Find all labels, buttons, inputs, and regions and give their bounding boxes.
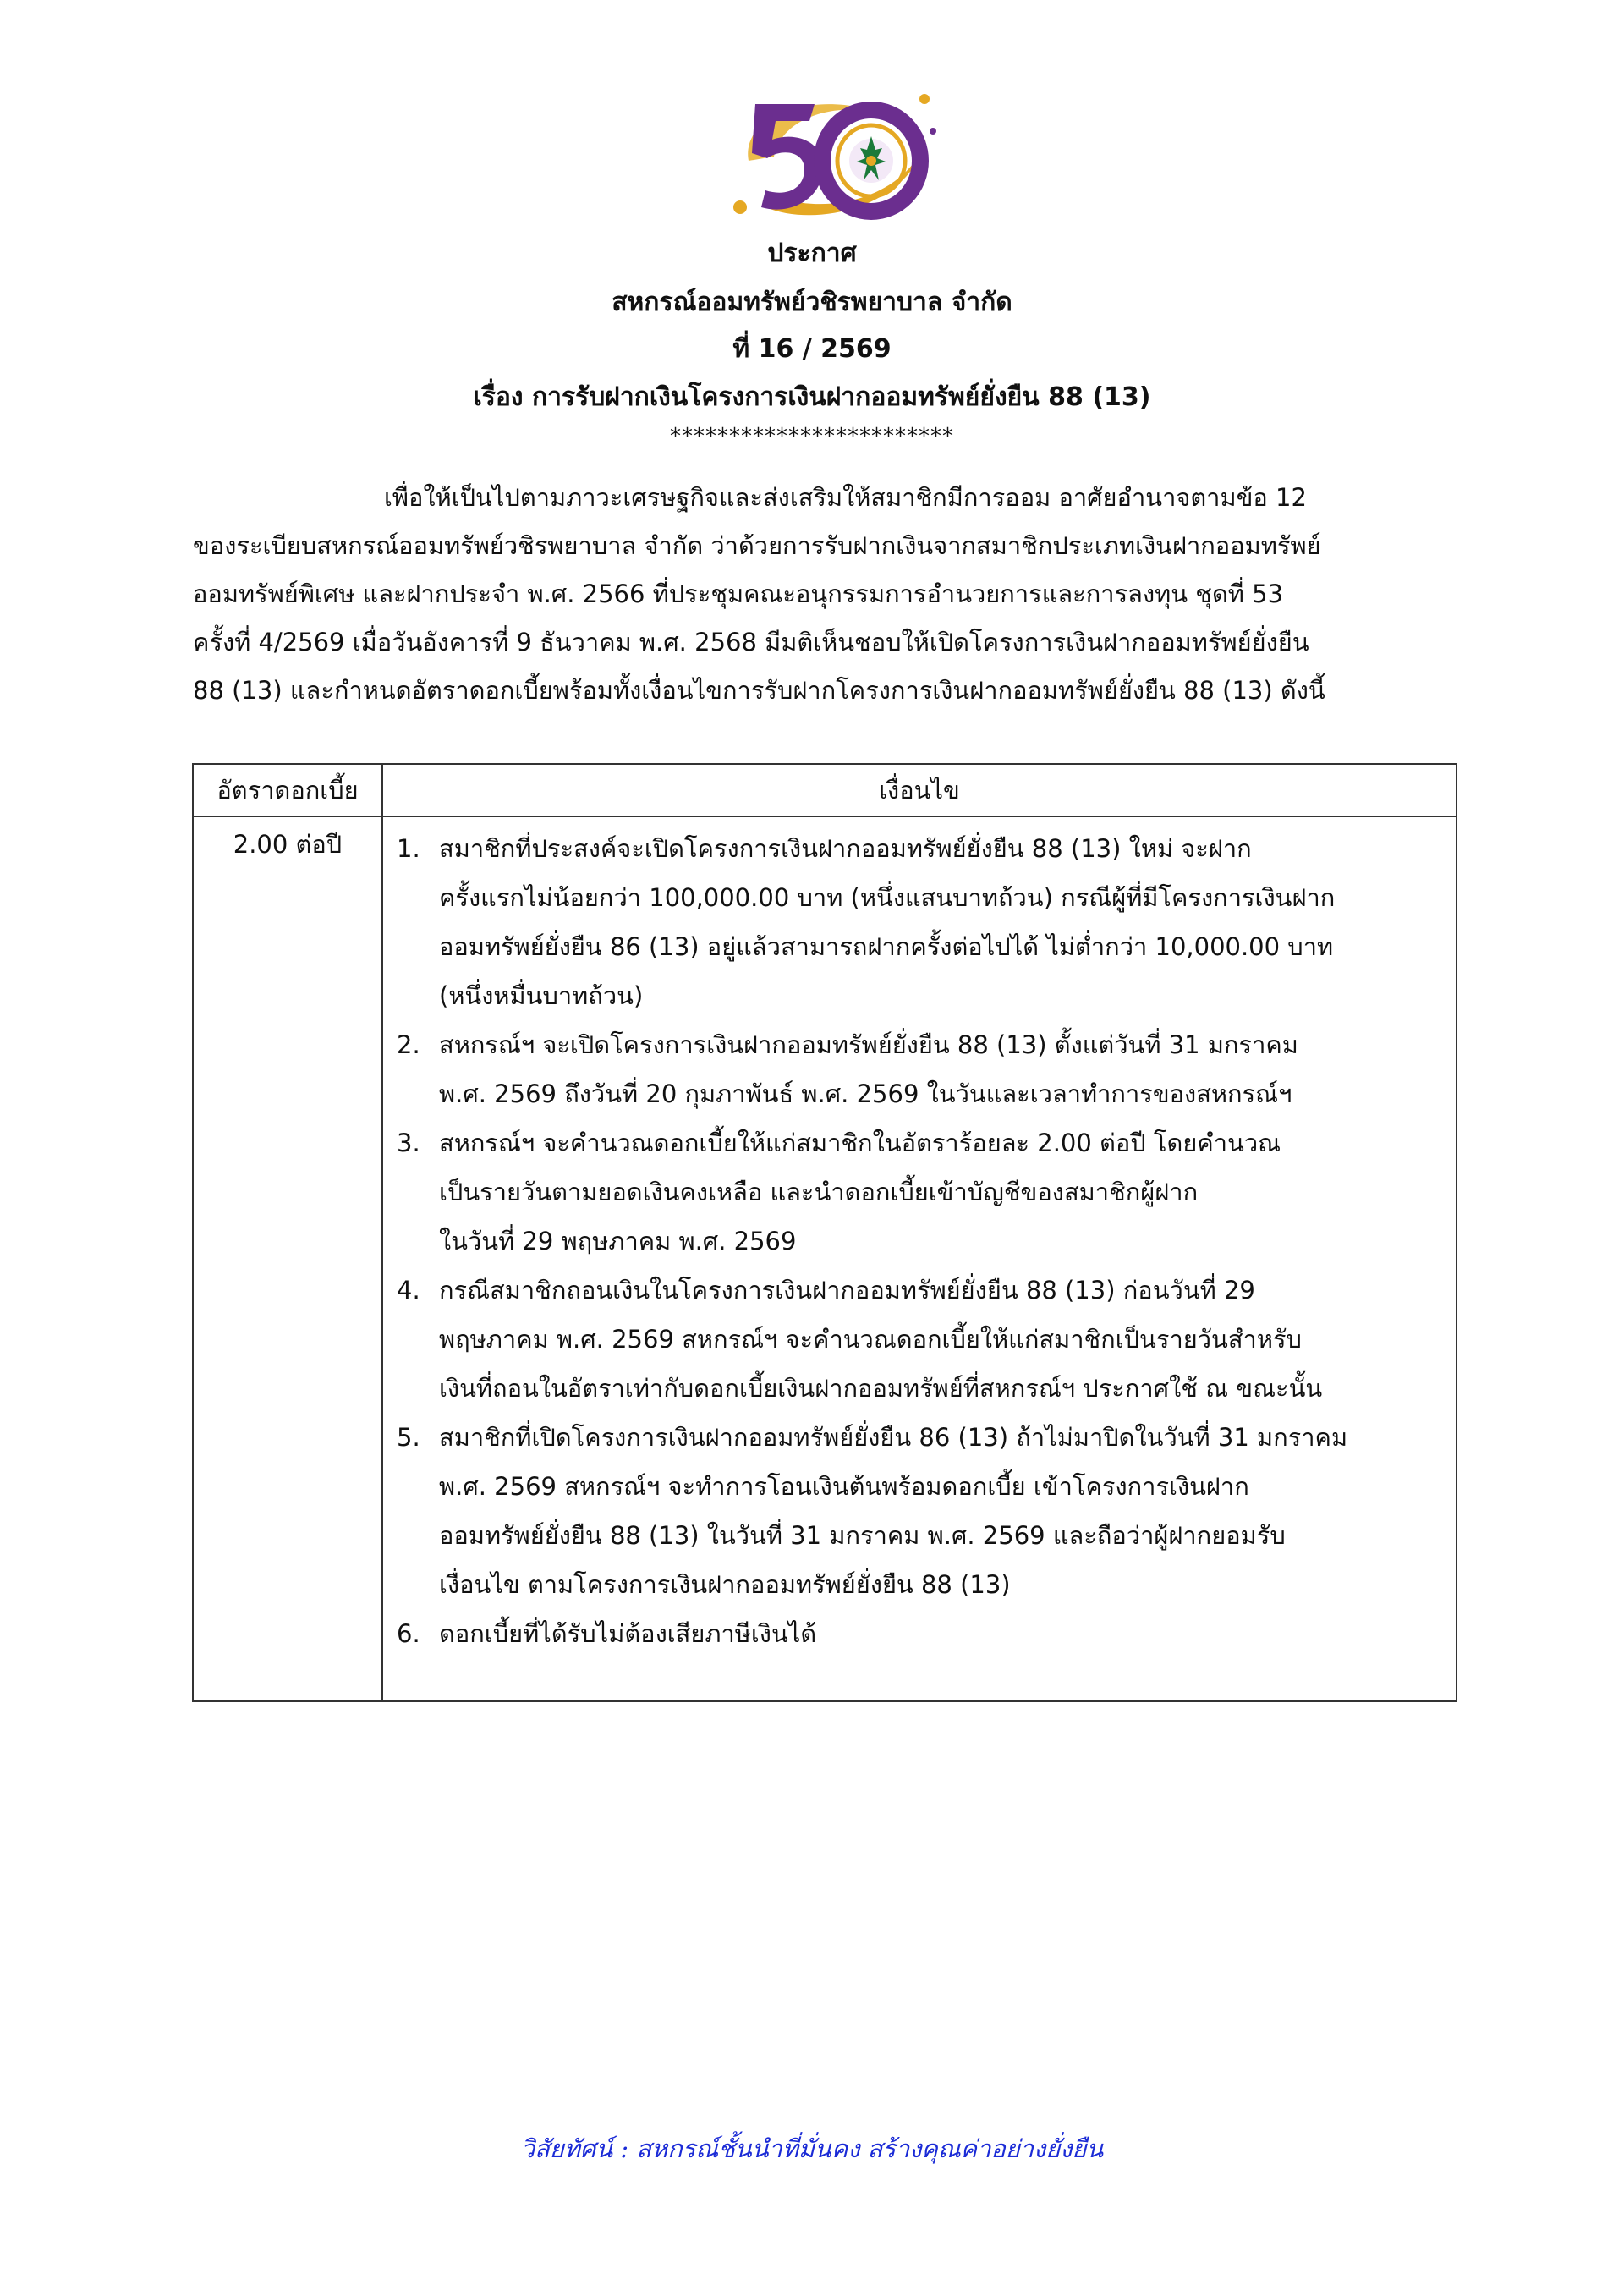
condition-line: สมาชิกที่เปิดโครงการเงินฝากออมทรัพย์ยั่งยืน 86 (13) ถ้าไม่มาปิดในวันที่ 31 มกราคม bbox=[439, 1423, 1348, 1452]
condition-line: ออมทรัพย์ยั่งยืน 86 (13) อยู่แล้วสามารถฝากครั้งต่อไปได้ ไม่ต่ำกว่า 10,000.00 บาท bbox=[439, 932, 1334, 961]
condition-item bbox=[397, 1266, 1446, 1413]
header-conditions: เงื่อนไข bbox=[879, 776, 960, 805]
vision-statement: วิสัยทัศน์ : สหกรณ์ชั้นนำที่มั่นคง สร้างคุณค่าอย่างยั่งยืน bbox=[520, 2134, 1104, 2163]
intro-line: ของระเบียบสหกรณ์ออมทรัพย์วชิรพยาบาล จำกัด ว่าด้วยการรับฝากเงินจากสมาชิกประเภทเงินฝากออมทรัพย์ bbox=[193, 531, 1321, 560]
announcement-number: ที่ 16 / 2569 bbox=[732, 334, 892, 364]
condition-number: 2. bbox=[397, 1030, 420, 1059]
condition-line: สหกรณ์ฯ จะคำนวณดอกเบี้ยให้แก่สมาชิกในอัตราร้อยละ 2.00 ต่อปี โดยคำนวณ bbox=[439, 1129, 1281, 1157]
condition-line: ในวันที่ 29 พฤษภาคม พ.ศ. 2569 bbox=[439, 1227, 797, 1255]
condition-number: 6. bbox=[397, 1619, 420, 1648]
separator-stars: ************************ bbox=[670, 424, 954, 449]
condition-line: ออมทรัพย์ยั่งยืน 88 (13) ในวันที่ 31 มกราคม พ.ศ. 2569 และถือว่าผู้ฝากยอมรับ bbox=[439, 1521, 1286, 1550]
condition-item bbox=[397, 1118, 1446, 1266]
condition-item bbox=[397, 824, 1446, 1020]
anniversary-logo bbox=[715, 80, 947, 224]
condition-number: 1. bbox=[397, 834, 420, 863]
condition-line: สหกรณ์ฯ จะเปิดโครงการเงินฝากออมทรัพย์ยั่งยืน 88 (13) ตั้งแต่วันที่ 31 มกราคม bbox=[439, 1030, 1298, 1059]
condition-number: 5. bbox=[397, 1423, 420, 1452]
condition-number: 4. bbox=[397, 1276, 420, 1305]
condition-line: สมาชิกที่ประสงค์จะเปิดโครงการเงินฝากออมทรัพย์ยั่งยืน 88 (13) ใหม่ จะฝาก bbox=[439, 834, 1252, 863]
announcement-subject: เรื่อง การรับฝากเงินโครงการเงินฝากออมทรัพย์ยั่งยืน 88 (13) bbox=[473, 382, 1151, 412]
intro-paragraph bbox=[193, 474, 1462, 715]
condition-line: พ.ศ. 2569 ถึงวันที่ 20 กุมภาพันธ์ พ.ศ. 2569 ในวันและเวลาทำการของสหกรณ์ฯ bbox=[439, 1079, 1292, 1108]
condition-line: พฤษภาคม พ.ศ. 2569 สหกรณ์ฯ จะคำนวณดอกเบี้ยให้แก่สมาชิกเป็นรายวันสำหรับ bbox=[439, 1325, 1302, 1354]
intro-line: เพื่อให้เป็นไปตามภาวะเศรษฐกิจและส่งเสริมให้สมาชิกมีการออม อาศัยอำนาจตามข้อ 12 bbox=[384, 483, 1307, 512]
condition-line: กรณีสมาชิกถอนเงินในโครงการเงินฝากออมทรัพย์ยั่งยืน 88 (13) ก่อนวันที่ 29 bbox=[439, 1276, 1255, 1305]
announcement-label: ประกาศ bbox=[767, 239, 857, 268]
intro-line: 88 (13) และกำหนดอัตราดอกเบี้ยพร้อมทั้งเงื่อนไขการรับฝากโครงการเงินฝากออมทรัพย์ยั่งยืน 88 (13) ดังนี้ bbox=[193, 676, 1325, 705]
condition-line: ครั้งแรกไม่น้อยกว่า 100,000.00 บาท (หนึ่งแสนบาทถ้วน) กรณีผู้ที่มีโครงการเงินฝาก bbox=[439, 883, 1336, 912]
condition-line: (หนึ่งหมื่นบาทถ้วน) bbox=[439, 981, 644, 1010]
conditions-table bbox=[192, 763, 1457, 1702]
organization-name: สหกรณ์ออมทรัพย์วชิรพยาบาล จำกัด bbox=[612, 288, 1012, 317]
interest-rate-value: 2.00 ต่อปี bbox=[233, 830, 343, 859]
table-divider bbox=[381, 765, 383, 1700]
condition-number: 3. bbox=[397, 1129, 420, 1157]
condition-line: เงินที่ถอนในอัตราเท่ากับดอกเบี้ยเงินฝากออมทรัพย์ที่สหกรณ์ฯ ประกาศใช้ ณ ขณะนั้น bbox=[439, 1374, 1323, 1403]
condition-item bbox=[397, 1413, 1446, 1609]
table-divider bbox=[194, 816, 1456, 817]
condition-item bbox=[397, 1609, 1446, 1658]
condition-item bbox=[397, 1020, 1446, 1118]
intro-line: ครั้งที่ 4/2569 เมื่อวันอังคารที่ 9 ธันวาคม พ.ศ. 2568 มีมติเห็นชอบให้เปิดโครงการเงินฝากออมทรัพย์ยั่งยืน bbox=[193, 628, 1309, 656]
header-interest-rate: อัตราดอกเบี้ย bbox=[217, 776, 359, 805]
condition-line: เงื่อนไข ตามโครงการเงินฝากออมทรัพย์ยั่งยืน 88 (13) bbox=[439, 1570, 1011, 1599]
condition-line: พ.ศ. 2569 สหกรณ์ฯ จะทำการโอนเงินต้นพร้อมดอกเบี้ย เข้าโครงการเงินฝาก bbox=[439, 1472, 1249, 1501]
conditions-list bbox=[397, 824, 1446, 1658]
logo-emblem-icon bbox=[715, 80, 947, 224]
condition-line: เป็นรายวันตามยอดเงินคงเหลือ และนำดอกเบี้ยเข้าบัญชีของสมาชิกผู้ฝาก bbox=[439, 1178, 1199, 1206]
intro-line: ออมทรัพย์พิเศษ และฝากประจำ พ.ศ. 2566 ที่ประชุมคณะอนุกรรมการอำนวยการและการลงทุน ชุดที่ 53 bbox=[193, 579, 1284, 608]
condition-line: ดอกเบี้ยที่ได้รับไม่ต้องเสียภาษีเงินได้ bbox=[439, 1619, 817, 1648]
